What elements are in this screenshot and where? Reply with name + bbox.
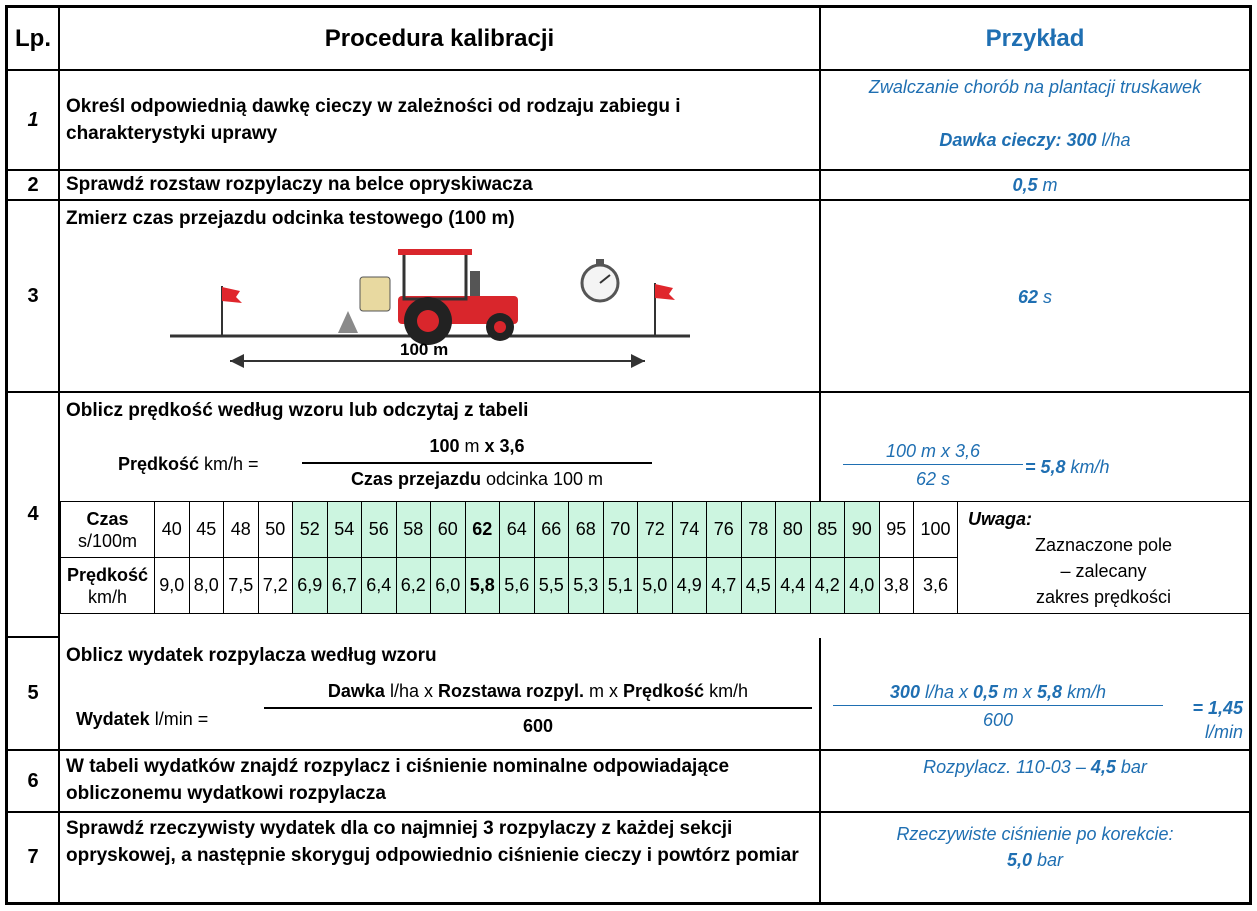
speed-num-b: m [459,436,485,456]
row3-lp-text: 3 [27,284,39,307]
time-cell: 62 [465,502,500,558]
time-cell: 45 [189,502,224,558]
speed-num-a: 100 [429,436,460,456]
row2-example-value: 0,5 [1012,175,1038,195]
row4-lp-bottom [8,501,60,638]
calibration-table [5,5,1252,905]
speed-den-b: odcinka 100 m [480,469,604,489]
time-cell: 48 [224,502,259,558]
row5-example-result [1173,696,1243,744]
row5-ex-n3: 0,5 [973,682,999,702]
time-cell: 74 [672,502,707,558]
time-cell: 100 [914,502,958,558]
row2-example [821,171,1249,201]
speed-formula-name: Prędkość [118,454,200,474]
speed-cell: 6,7 [327,558,362,614]
tractor-illustration [170,241,690,381]
header-lp-text: Lp. [15,24,51,52]
speed-formula-denominator [302,464,652,493]
row4-example-denominator: 62 s [915,469,951,489]
row5-example-unit: l/min [1204,722,1243,742]
row7-example-unit: bar [1032,850,1064,870]
row6-lp [8,751,60,813]
row1-example-value: Dawka cieczy: 300 [939,130,1097,150]
output-num-c: Rozstawa rozpyl. [437,681,585,701]
speed-cell: 4,2 [810,558,845,614]
header-example-text: Przykład [985,24,1085,52]
row6-procedure-text: W tabeli wydatków znajdź rozpylacz i ciśnienie nominalne odpowiadające obliczonemu wydatkowi rozpylacza [66,756,730,804]
row7-example-value: 5,0 [1006,850,1032,870]
speed-cell: 5,0 [638,558,673,614]
output-num-d: m x [584,681,624,701]
note-note3: zakres prędkości [1035,586,1172,607]
row2-procedure [60,171,821,201]
row6-example [821,751,1249,813]
speed-num-c: x 3,6 [484,436,525,456]
stopwatch-icon [582,259,618,301]
row4-lp-text: 4 [27,503,39,525]
note-note1: Zaznaczone pole [1034,534,1173,555]
row7-procedure-text: Sprawdź rzeczywisty wydatek dla co najmniej 3 rozpylaczy z każdej sekcji opryskowej, a następnie skoryguj odpowiednio ciśnienie cieczy i powtórz pomiar [66,818,799,866]
output-num-a: Dawka [327,681,385,701]
flag-icon [655,283,675,336]
row1-lp-text: 1 [27,108,39,131]
speed-row-label [61,558,155,614]
row6-lp-text: 6 [27,769,39,792]
row7-example-line2 [821,847,1249,873]
row7-procedure [60,813,821,902]
row5-ex-n5: 5,8 [1037,682,1063,702]
row2-lp-text: 2 [27,173,39,196]
row1-example [821,71,1249,171]
speed-table-note [958,502,1250,614]
row4-example-value: 5,8 [1040,457,1066,477]
speed-formula-label [118,451,259,478]
time-cell: 70 [603,502,638,558]
row3-procedure [60,201,821,393]
speed-formula-numerator [302,433,652,464]
output-formula-numerator [264,678,812,709]
note-note-title: Uwaga: [968,508,1033,529]
row4-example-fraction [843,441,1023,490]
cone-marker [338,311,358,333]
row5-ex-n6: km/h [1062,682,1107,702]
time-cell: 56 [362,502,397,558]
speed-cell: 8,0 [189,558,224,614]
row2-lp [8,171,60,201]
speed-cell: 4,9 [672,558,707,614]
row4-example-unit: km/h [1065,457,1110,477]
tank [360,277,390,311]
flag-icon [222,286,242,336]
speed-cell: 6,0 [431,558,466,614]
row7-example-line1: Rzeczywiste ciśnienie po korekcie: [896,824,1174,844]
row1-example-line1: Zwalczanie chorób na plantacji truskawek [868,77,1202,97]
time-cell: 76 [707,502,742,558]
time-cell: 66 [534,502,569,558]
time-cell: 64 [500,502,535,558]
output-formula-label [76,706,208,733]
time-cell: 68 [569,502,604,558]
time-cell: 58 [396,502,431,558]
row1-example-line2 [821,130,1249,151]
time-cell: 80 [776,502,811,558]
speed-cell: 3,8 [879,558,914,614]
row4-procedure-text: Oblicz prędkość według wzoru lub odczytaj z tabeli [66,400,529,421]
row4-example-result [1025,457,1110,478]
distance-label: 100 m [400,340,449,359]
time-cell: 95 [879,502,914,558]
speed-cell: 5,6 [500,558,535,614]
output-num-f: km/h [704,681,749,701]
output-formula-fraction [264,678,812,740]
row2-procedure-text: Sprawdź rozstaw rozpylaczy na belce opryskiwacza [66,174,533,195]
time-row [61,502,1250,558]
row5-ex-n2: l/ha x [919,682,973,702]
speed-label: Prędkość [66,564,149,585]
time-cell: 60 [431,502,466,558]
row5-procedure [60,638,821,751]
time-cell: 50 [258,502,293,558]
header-example [821,8,1249,71]
row2-example-unit: m [1037,175,1058,195]
time-cell: 52 [293,502,328,558]
note-note2: – zalecany [1060,560,1147,581]
row4-example-eq: = [1025,457,1041,477]
time-row-label [61,502,155,558]
row5-procedure-text: Oblicz wydatek rozpylacza według wzoru [66,645,437,666]
time-unit: s/100m [77,530,138,551]
row5-ex-n4: m x [998,682,1038,702]
row5-ex-n1: 300 [889,682,920,702]
row3-example-unit: s [1038,287,1053,307]
speed-table [60,501,1249,614]
row1-procedure-text: Określ odpowiednią dawkę cieczy w zależności od rodzaju zabiegu i charakterystyki uprawy [66,96,681,144]
speed-cell: 4,0 [845,558,880,614]
speed-formula-fraction [302,433,652,493]
time-cell: 40 [155,502,190,558]
output-formula-denominator: 600 [522,716,554,736]
time-cell: 54 [327,502,362,558]
speed-cell: 3,6 [914,558,958,614]
row5-example-value: = 1,45 [1192,698,1243,718]
tractor-icon [398,249,518,345]
row6-procedure [60,751,821,813]
speed-formula-unit: km/h = [199,454,259,474]
header-procedure-text: Procedura kalibracji [324,24,555,52]
row7-lp [8,813,60,902]
row4-procedure [60,393,821,501]
time-cell: 90 [845,502,880,558]
row6-example-value: 4,5 [1090,757,1116,777]
output-formula-name: Wydatek [76,709,150,729]
row1-procedure [60,71,821,171]
row5-example-fraction [833,682,1163,731]
speed-cell: 5,8 [465,558,500,614]
time-cell: 85 [810,502,845,558]
speed-cell: 4,5 [741,558,776,614]
time-cell: 72 [638,502,673,558]
speed-cell: 5,1 [603,558,638,614]
row3-example [821,201,1249,393]
speed-cell: 6,9 [293,558,328,614]
header-lp [8,8,60,71]
speed-unit: km/h [87,586,127,607]
row3-procedure-text: Zmierz czas przejazdu odcinka testowego (100 m) [66,208,515,229]
speed-cell: 7,5 [224,558,259,614]
speed-cell: 5,3 [569,558,604,614]
speed-cell: 5,5 [534,558,569,614]
speed-cell: 6,4 [362,558,397,614]
time-label: Czas [86,508,129,529]
speed-cell: 6,2 [396,558,431,614]
header-procedure [60,8,821,71]
row1-example-unit: l/ha [1096,130,1131,150]
output-formula-unit: l/min = [149,709,209,729]
row5-lp-text: 5 [27,682,39,704]
row5-example [821,638,1249,751]
row3-lp [8,201,60,393]
row6-example-text: Rozpylacz. 110-03 – [923,757,1091,777]
time-cell: 78 [741,502,776,558]
row6-example-unit: bar [1115,757,1147,777]
row4-example-numerator: 100 m x 3,6 [843,441,1023,465]
row1-lp [8,71,60,171]
speed-cell: 4,7 [707,558,742,614]
speed-den-a: Czas przejazdu [350,469,481,489]
row5-example-numerator [833,682,1163,706]
speed-cell: 4,4 [776,558,811,614]
output-num-e: Prędkość [623,681,705,701]
row5-lp [8,638,60,751]
row7-example [821,813,1249,902]
row5-example-denominator: 600 [982,710,1014,730]
row7-lp-text: 7 [27,846,39,868]
output-num-b: l/ha x [384,681,438,701]
speed-cell: 9,0 [155,558,190,614]
row4-example [821,393,1249,501]
row3-example-value: 62 [1017,287,1038,307]
speed-cell: 7,2 [258,558,293,614]
